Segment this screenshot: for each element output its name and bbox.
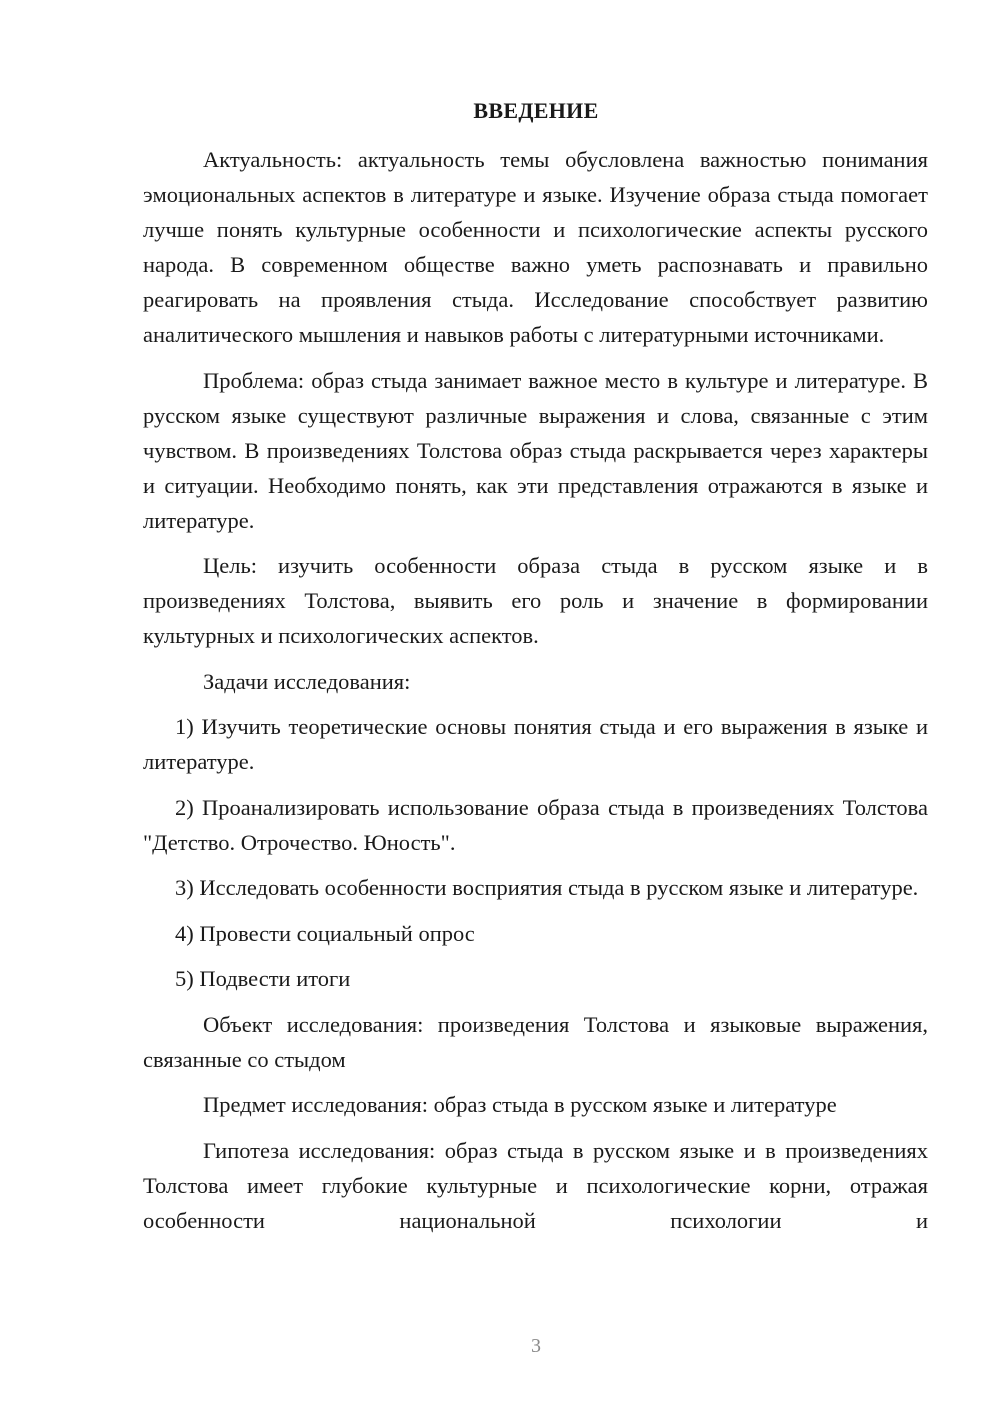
paragraph-object: Объект исследования: произведения Толстова и языковые выражения, связанные со стыдом bbox=[143, 1011, 928, 1072]
page-number: 3 bbox=[531, 1335, 541, 1357]
task-item-3: 3) Исследовать особенности восприятия стыда в русском языке и литературе. bbox=[175, 875, 919, 900]
section-title: ВВЕДЕНИЕ bbox=[473, 98, 599, 123]
paragraph-hypothesis: Гипотеза исследования: образ стыда в русском языке и в произведениях Толстова имеет глубокие культурные и психологические корни, отражая особенности национальной психологии и bbox=[143, 1137, 928, 1233]
document-body bbox=[143, 142, 928, 1238]
task-item-5: 5) Подвести итоги bbox=[175, 966, 351, 991]
task-item-4: 4) Провести социальный опрос bbox=[175, 920, 475, 946]
task-item-2: 2) Проанализировать использование образа стыда в произведениях Толстова "Детство. Отрочество. Юность". bbox=[143, 794, 928, 855]
task-item-1: 1) Изучить теоретические основы понятия стыда и его выражения в языке и литературе. bbox=[143, 714, 928, 774]
paragraph-subject: Предмет исследования: образ стыда в русском языке и литературе bbox=[203, 1092, 837, 1117]
paragraph-problem: Проблема: образ стыда занимает важное место в культуре и литературе. В русском языке существуют различные выражения и слова, связанные с этим чувством. В произведениях Толстова образ стыда раскрывается через характеры и ситуации. Необходимо понять, как эти представления отражаются в языке и литературе. bbox=[143, 367, 928, 533]
paragraph-relevance: Актуальность: актуальность темы обусловлена важностью понимания эмоциональных аспектов в литературе и языке. Изучение образа стыда помогает лучше понять культурные особенности и психологические аспекты русского народа. В современном обществе важно уметь распознавать и правильно реагировать на проявления стыда. Исследование способствует развитию аналитического мышления и навыков работы с литературными источниками. bbox=[143, 147, 928, 347]
paragraph-goal: Цель: изучить особенности образа стыда в русском языке и в произведениях Толстова, выявить его роль и значение в формировании культурных и психологических аспектов. bbox=[143, 553, 928, 648]
paragraph-tasks-heading: Задачи исследования: bbox=[203, 668, 411, 694]
